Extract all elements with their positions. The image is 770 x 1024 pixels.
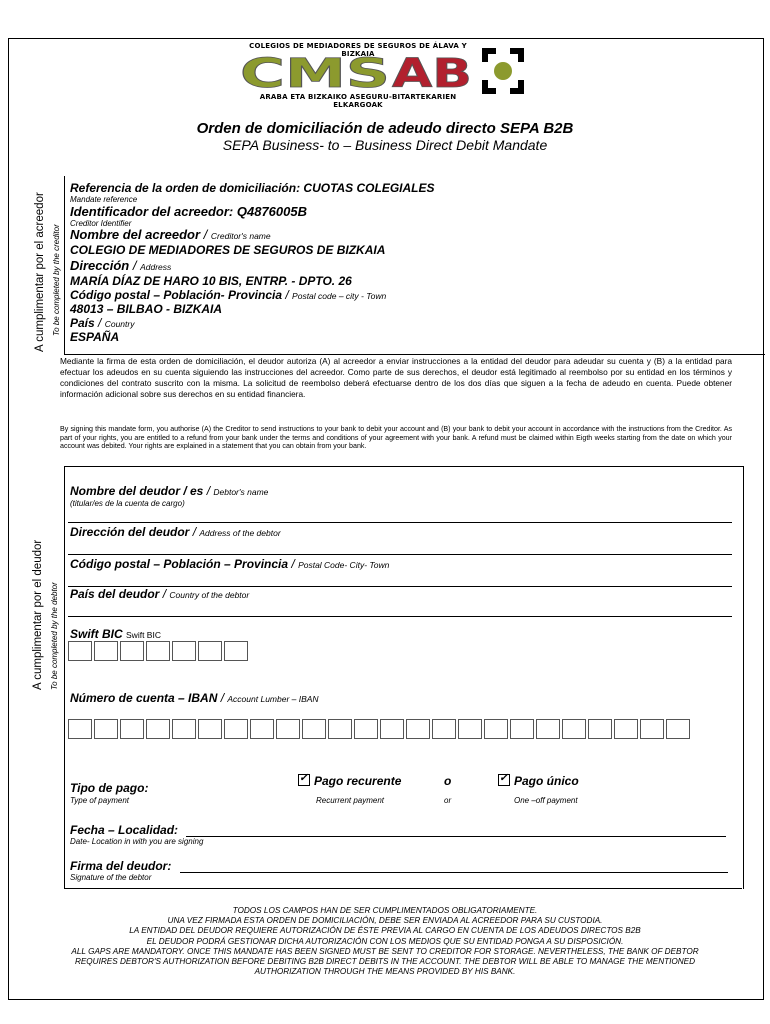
creditor-side-label: A cumplimentar por el acreedor bbox=[34, 192, 46, 352]
swift-box[interactable] bbox=[224, 641, 248, 661]
date-location-field[interactable] bbox=[186, 822, 726, 837]
iban-box[interactable] bbox=[484, 719, 508, 739]
iban-box[interactable] bbox=[224, 719, 248, 739]
iban-box[interactable] bbox=[432, 719, 456, 739]
logo-wordmark bbox=[238, 54, 476, 92]
creditor-identifier-en: Creditor Identifier bbox=[70, 219, 132, 228]
debtor-country-field[interactable] bbox=[68, 602, 732, 617]
recurrent-payment-en: Recurrent payment bbox=[316, 796, 385, 805]
debtor-side-label: A cumplimentar por el deudor bbox=[32, 539, 44, 690]
footer-line: LA ENTIDAD DEL DEUDOR REQUIERE AUTORIZACIÓN DE ÉSTE PREVIA AL CARGO EN CUENTA DE LOS ADEUDOS DIRECTOS B2B bbox=[129, 926, 641, 936]
iban-box[interactable] bbox=[614, 719, 638, 739]
mandate-reference-en: Mandate reference bbox=[70, 195, 138, 204]
footer-line: AUTHORIZATION THROUGH THE MEANS PROVIDED BY HIS BANK. bbox=[254, 967, 516, 977]
recurrent-checkbox[interactable] bbox=[298, 774, 310, 786]
iban-box[interactable] bbox=[94, 719, 118, 739]
creditor-name-value: COLEGIO DE MEDIADORES DE SEGUROS DE BIZKAIA bbox=[70, 243, 386, 257]
iban-box[interactable] bbox=[458, 719, 482, 739]
iban-box[interactable] bbox=[406, 719, 430, 739]
iban-box[interactable] bbox=[354, 719, 378, 739]
logo-mark-icon bbox=[480, 46, 526, 96]
title-spanish: Orden de domiciliación de adeudo directo SEPA B2B bbox=[196, 120, 574, 137]
svg-text:AB: AB bbox=[392, 54, 472, 92]
iban-box[interactable] bbox=[276, 719, 300, 739]
footer-line: UNA VEZ FIRMADA ESTA ORDEN DE DOMICILIACIÓN, DEBE SER ENVIADA AL ACREEDOR PARA SU CUSTODIA. bbox=[167, 916, 603, 926]
legal-text-spanish: Mediante la firma de esta orden de domiciliación, el deudor autoriza (A) al acreedor a enviar instrucciones a la entidad del deudor para adeudar su cuenta y (B) a la entidad para efectuar los adeudos en su cuenta siguiendo las instrucciones del acreedor. Como parte de sus derechos, el deudor está legitimado al reembolso por su entidad en los términos y condiciones del contrato suscrito con la misma. La solicitud de reembolso deberá efectuarse dentro de los dos días que siguen a la fecha de adeudo en cuenta. Puede obtener información adicional sobre sus derechos en su entidad financiera. bbox=[60, 356, 732, 399]
swift-box[interactable] bbox=[198, 641, 222, 661]
one-off-checkbox[interactable] bbox=[498, 774, 510, 786]
signature-label: Firma del deudor: bbox=[70, 859, 172, 873]
creditor-postal-label: Código postal – Población- Provincia / Postal code – city - Town bbox=[70, 288, 387, 302]
swift-bic-boxes[interactable] bbox=[68, 641, 250, 661]
iban-box[interactable] bbox=[380, 719, 404, 739]
debtor-postal-label: Código postal – Población – Provincia / Postal Code- City- Town bbox=[70, 557, 390, 571]
creditor-name-label: Nombre del acreedor / Creditor's name bbox=[70, 227, 271, 242]
or-text-en: or bbox=[444, 796, 452, 805]
footer-notes bbox=[20, 906, 750, 977]
iban-label: Número de cuenta – IBAN / Account Lumber – IBAN bbox=[70, 691, 319, 705]
iban-box[interactable] bbox=[302, 719, 326, 739]
signature-label-en: Signature of the debtor bbox=[70, 873, 152, 882]
iban-box[interactable] bbox=[198, 719, 222, 739]
swift-label: Swift BIC Swift BIC bbox=[70, 627, 161, 641]
title-english: SEPA Business- to – Business Direct Debit Mandate bbox=[222, 137, 548, 153]
iban-box[interactable] bbox=[120, 719, 144, 739]
footer-line: REQUIRES DEBTOR'S AUTHORIZATION BEFORE DEBITING B2B DIRECT DEBITS IN THE ACCOUNT. THE DEBTOR WILL BE ABLE TO MANAGE THE MENTIONED bbox=[74, 957, 696, 967]
swift-box[interactable] bbox=[120, 641, 144, 661]
iban-box[interactable] bbox=[640, 719, 664, 739]
iban-box[interactable] bbox=[666, 719, 690, 739]
signature-field[interactable] bbox=[180, 858, 728, 873]
payment-type-label: Tipo de pago: bbox=[70, 781, 149, 795]
logo-top-text: COLEGIOS DE MEDIADORES DE SEGUROS DE ÁLAVA Y BIZKAIA bbox=[249, 42, 467, 58]
payment-type-label-en: Type of payment bbox=[70, 796, 129, 805]
legal-text-english: By signing this mandate form, you authorise (A) the Creditor to send instructions to your bank to debit your account and (B) your bank to debit your account in accordance with the instructions from the Creditor. As part of your rights, you are entitled to a refund from your bank under the terms and conditions of your agreement with your bank. A refund must be claimed within Eigth weeks starting from the date on which your account was debited. Your rights are explained in a statement that you can obtain from your bank. bbox=[60, 425, 732, 451]
swift-box[interactable] bbox=[172, 641, 196, 661]
creditor-side-label-en: To be completed by the creditor bbox=[52, 224, 61, 336]
iban-boxes[interactable] bbox=[68, 719, 692, 739]
iban-box[interactable] bbox=[510, 719, 534, 739]
iban-box[interactable] bbox=[536, 719, 560, 739]
debtor-name-note: (titular/es de la cuenta de cargo) bbox=[70, 499, 185, 508]
debtor-side-label-en: To be completed by the debtor bbox=[50, 582, 59, 690]
one-off-payment-en: One –off payment bbox=[514, 796, 578, 805]
debtor-section-bottom-rule bbox=[64, 888, 742, 889]
debtor-address-label: Dirección del deudor / Address of the debtor bbox=[70, 525, 281, 539]
swift-box[interactable] bbox=[68, 641, 92, 661]
iban-box[interactable] bbox=[146, 719, 170, 739]
debtor-name-label: Nombre del deudor / es / Debtor's name bbox=[70, 484, 269, 498]
date-location-label-en: Date- Location in with you are signing bbox=[70, 837, 204, 846]
creditor-postal-value: 48013 – BILBAO - BIZKAIA bbox=[70, 302, 223, 316]
debtor-country-label: País del deudor / Country of the debtor bbox=[70, 587, 250, 601]
footer-line: EL DEUDOR PODRÁ GESTIONAR DICHA AUTORIZACIÓN CON LOS MEDIOS QUE SU ENTIDAD PONGA A SU DISPOSICIÓN. bbox=[146, 936, 624, 946]
svg-text:CMS: CMS bbox=[240, 54, 390, 92]
debtor-name-field[interactable] bbox=[68, 508, 732, 523]
iban-box[interactable] bbox=[68, 719, 92, 739]
swift-box[interactable] bbox=[146, 641, 170, 661]
one-off-payment-option[interactable]: ✓Pago único bbox=[498, 774, 579, 788]
iban-box[interactable] bbox=[172, 719, 196, 739]
iban-box[interactable] bbox=[588, 719, 612, 739]
creditor-country-label: País / Country bbox=[70, 316, 135, 330]
creditor-country-value: ESPAÑA bbox=[70, 330, 120, 344]
debtor-address-field[interactable] bbox=[68, 540, 732, 555]
creditor-address-label: Dirección / Address bbox=[70, 258, 172, 273]
debtor-postal-field[interactable] bbox=[68, 572, 732, 587]
creditor-identifier: Identificador del acreedor: Q4876005B bbox=[70, 204, 307, 219]
cmsab-logo bbox=[238, 42, 526, 109]
footer-line: TODOS LOS CAMPOS HAN DE SER CUMPLIMENTADOS OBLIGATORIAMENTE. bbox=[232, 906, 538, 915]
iban-box[interactable] bbox=[250, 719, 274, 739]
logo-bottom-text: ARABA ETA BIZKAIKO ASEGURU-BITARTEKARIEN ELKARGOAK bbox=[259, 93, 457, 109]
swift-box[interactable] bbox=[94, 641, 118, 661]
iban-box[interactable] bbox=[328, 719, 352, 739]
creditor-address-value: MARÍA DÍAZ DE HARO 10 BIS, ENTRP. - DPTO. 26 bbox=[70, 274, 352, 288]
recurrent-payment-option[interactable]: ✓Pago recurente bbox=[298, 774, 401, 788]
footer-line: ALL GAPS ARE MANDATORY. ONCE THIS MANDATE HAS BEEN SIGNED MUST BE SENT TO CREDITOR FOR STORAGE. NEVERTHELESS, THE BANK OF DEBTOR bbox=[71, 946, 699, 956]
iban-box[interactable] bbox=[562, 719, 586, 739]
or-text: o bbox=[444, 774, 452, 788]
mandate-reference: Referencia de la orden de domiciliación: CUOTAS COLEGIALES bbox=[70, 181, 435, 195]
date-location-label: Fecha – Localidad: bbox=[70, 823, 179, 837]
